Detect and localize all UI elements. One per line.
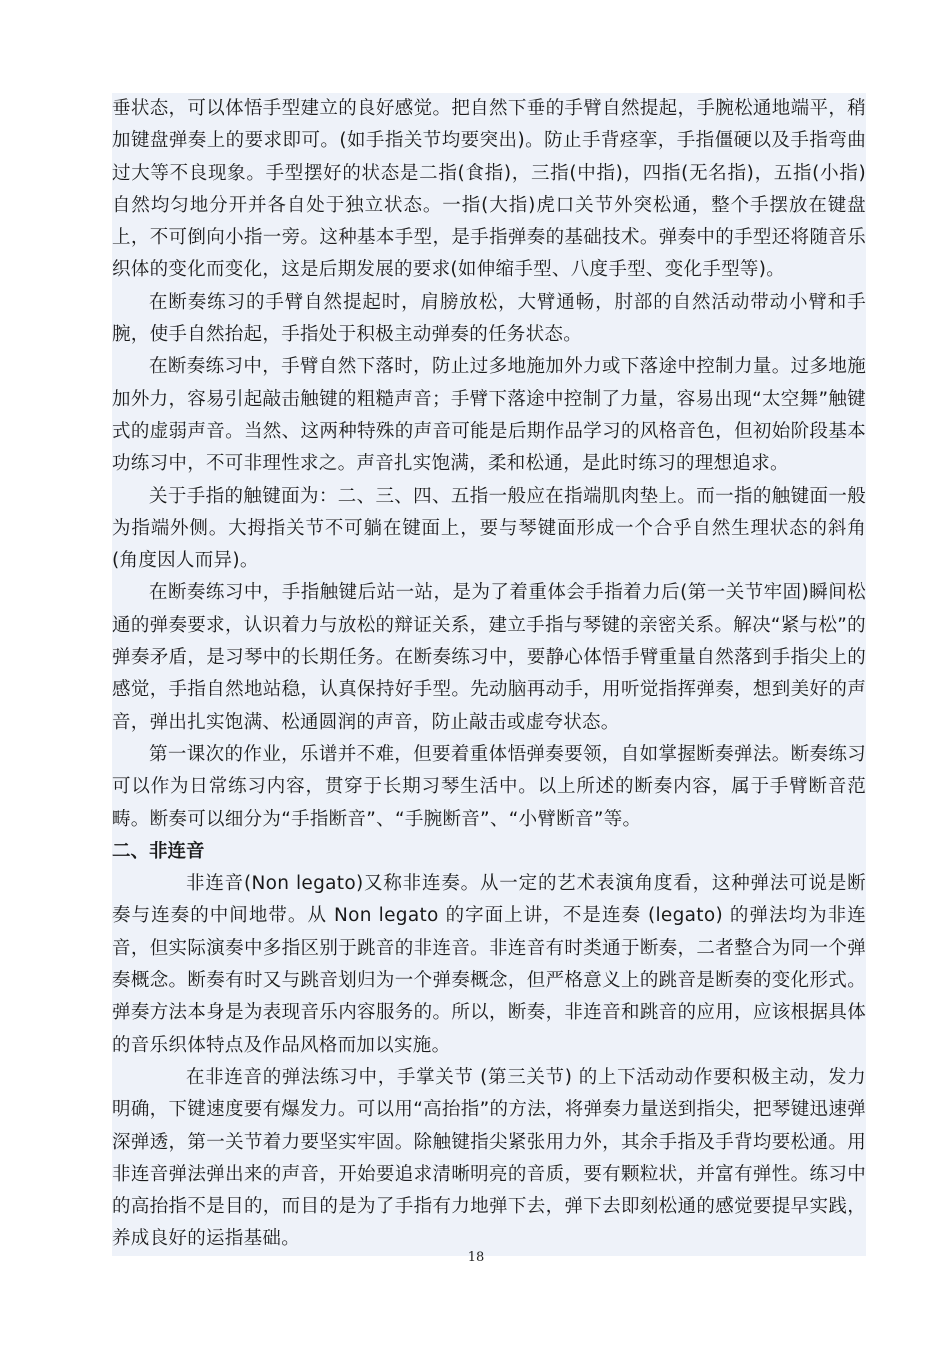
page-number: 18 — [467, 1250, 485, 1265]
paragraph-6: 第一课次的作业，乐谱并不难，但要着重体悟弹奏要领，自如掌握断奏弹法。断奏练习可以作为日常练习内容，贯穿于长期习琴生活中。以上所述的断奏内容，属于手臂断音范畴。断奏可以细分为“手指断音”、“手腕断音”、“小臂断音”等。 — [112, 743, 866, 830]
section-paragraph-1: 非连音(Non legato)又称非连奏。从一定的艺术表演角度看，这种弹法可说是断奏与连奏的中间地带。从 Non legato 的字面上讲，不是连奏 (legato) 的弹法均为非连音，但实际演奏中多指区别于跳音的非连音。非连音有时类通于断奏，二者整合为同一个弹奏概念。断奏有时又与跳音划归为一个弹奏概念，但严格意义上的跳音是断奏的变化形式。弹奏方法本身是为表现音乐内容服务的。所以，断奏，非连音和跳音的应用，应该根据具体的音乐织体特点及作品风格而加以实施。 — [112, 873, 866, 1056]
paragraph-2: 在断奏练习的手臂自然提起时，肩膀放松，大臂通畅，肘部的自然活动带动小臂和手腕，使手自然抬起，手指处于积极主动弹奏的任务状态。 — [112, 291, 866, 346]
body-text — [112, 93, 866, 1256]
section-heading: 二、非连音 — [112, 840, 205, 862]
paragraph-1: 垂状态，可以体悟手型建立的良好感觉。把自然下垂的手臂自然提起，手腕松通地端平，稍加键盘弹奏上的要求即可。(如手指关节均要突出)。防止手背痉挛，手指僵硬以及手指弯曲过大等不良现象。手型摆好的状态是二指(食指)，三指(中指)，四指(无名指)，五指(小指)自然均匀地分开并各自处于独立状态。一指(大指)虎口关节外突松通，整个手摆放在键盘上，不可倒向小指一旁。这种基本手型，是手指弹奏的基础技术。弹奏中的手型还将随音乐织体的变化而变化，这是后期发展的要求(如伸缩手型、八度手型、变化手型等)。 — [112, 98, 866, 281]
paragraph-5: 在断奏练习中，手指触键后站一站，是为了着重体会手指着力后(第一关节牢固)瞬间松通的弹奏要求，认识着力与放松的辩证关系，建立手指与琴键的亲密关系。解决“紧与松”的弹奏矛盾，是习琴中的长期任务。在断奏练习中，要静心体悟手臂重量自然落到手指尖上的感觉，手指自然地站稳，认真保持好手型。先动脑再动手，用听觉指挥弹奏，想到美好的声音，弹出扎实饱满、松通圆润的声音，防止敲击或虚夸状态。 — [112, 582, 866, 733]
paragraph-3: 在断奏练习中，手臂自然下落时，防止过多地施加外力或下落途中控制力量。过多地施加外力，容易引起敲击触键的粗糙声音；手臂下落途中控制了力量，容易出现“太空舞”触键式的虚弱声音。当然、这两种特殊的声音可能是后期作品学习的风格音色，但初始阶段基本功练习中，不可非理性求之。声音扎实饱满，柔和松通，是此时练习的理想追求。 — [112, 356, 866, 475]
section-paragraph-2: 在非连音的弹法练习中，手掌关节 (第三关节) 的上下活动动作要积极主动，发力明确，下键速度要有爆发力。可以用“高抬指”的方法，将弹奏力量送到指尖，把琴键迅速弹深弹透，第一关节着力要坚实牢固。除触键指尖紧张用力外，其余手指及手背均要松通。用非连音弹法弹出来的声音，开始要追求清晰明亮的音质，要有颗粒状，并富有弹性。练习中的高抬指不是目的，而目的是为了手指有力地弹下去，弹下去即刻松通的感觉要提早实践，养成良好的运指基础。 — [112, 1066, 866, 1250]
paragraph-4: 关于手指的触键面为：二、三、四、五指一般应在指端肌肉垫上。而一指的触键面一般为指端外侧。大拇指关节不可躺在键面上，要与琴键面形成一个合乎自然生理状态的斜角(角度因人而异)。 — [112, 485, 866, 572]
